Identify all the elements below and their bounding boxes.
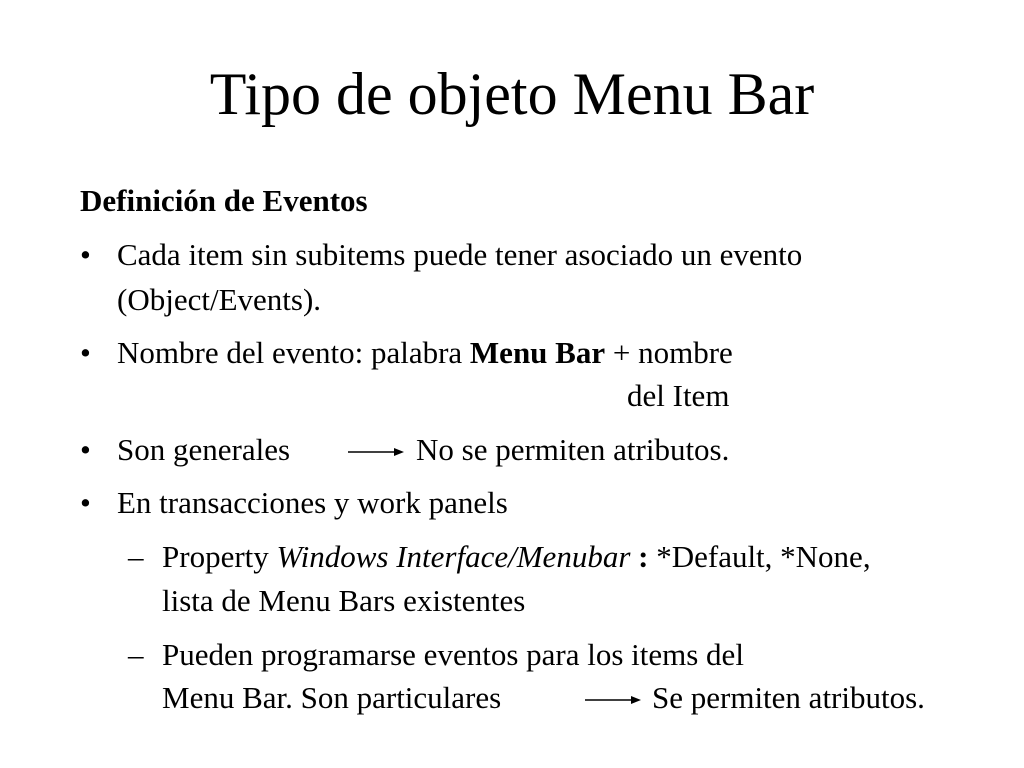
bullet-4-line-1: En transacciones y work panels <box>117 485 508 520</box>
subitem-1-line-2: lista de Menu Bars existentes <box>162 583 526 618</box>
subitem-2-line-1: Pueden programarse eventos para los items del <box>162 637 744 672</box>
bullet-marker: • <box>80 432 91 467</box>
bullet-marker: • <box>80 485 91 520</box>
subitem-1-text-post: *Default, *None, <box>648 539 871 574</box>
bullet-2-text-pre: Nombre del evento: palabra <box>117 335 470 370</box>
bullet-marker: • <box>80 237 91 272</box>
dash-marker: – <box>128 637 144 672</box>
section-heading: Definición de Eventos <box>80 183 368 218</box>
bullet-marker: • <box>80 335 91 370</box>
bullet-3-right-text: No se permiten atributos. <box>416 432 730 467</box>
right-arrow-icon <box>348 445 404 459</box>
bullet-2-text-post: + nombre <box>605 335 733 370</box>
subitem-1-text-italic: Windows Interface/Menubar <box>276 539 631 574</box>
subitem-1-text-colon: : <box>630 539 649 574</box>
bullet-3-left-text: Son generales <box>117 432 291 467</box>
bullet-1-line-1: Cada item sin subitems puede tener asociado un evento <box>117 237 803 272</box>
dash-marker: – <box>128 539 144 574</box>
bullet-2-line-1 <box>117 334 733 372</box>
bullet-2-text-bold: Menu Bar <box>469 335 606 370</box>
right-arrow-icon <box>585 693 641 707</box>
bullet-1-line-2: (Object/Events). <box>117 282 322 317</box>
bullet-2-line-2: del Item <box>627 378 730 413</box>
slide-title: Tipo de objeto Menu Bar <box>209 61 815 127</box>
subitem-2-right-text: Se permiten atributos. <box>652 680 925 715</box>
subitem-2-left-text: Menu Bar. Son particulares <box>162 680 502 715</box>
subitem-1-text-pre: Property <box>162 539 277 574</box>
subitem-1-line-1 <box>162 538 871 576</box>
